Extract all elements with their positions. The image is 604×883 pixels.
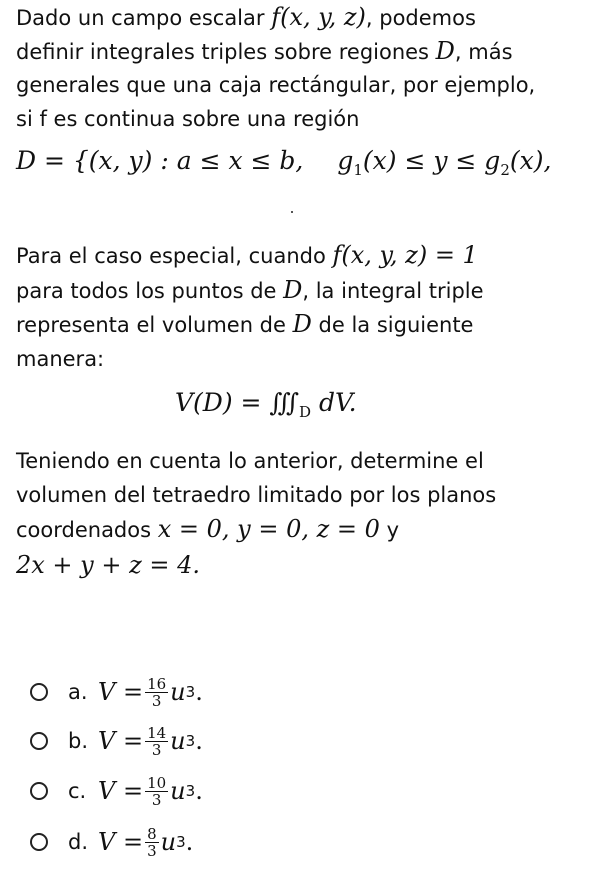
special-text: , la integral triple <box>302 279 484 303</box>
option-prefix: V = <box>98 777 144 805</box>
region-set-open: D = {(x, y) : a ≤ x ≤ b, <box>16 146 304 175</box>
radio-button[interactable] <box>30 782 48 800</box>
math-f-equals-1: f(x, y, z) = 1 <box>332 241 478 269</box>
option-d[interactable] <box>30 822 193 862</box>
intro-line-2 <box>16 34 513 69</box>
option-fraction <box>145 775 168 808</box>
option-unit: u <box>170 777 186 805</box>
math-d: D <box>283 276 303 304</box>
option-end: . <box>185 828 194 856</box>
special-line-1 <box>16 238 478 273</box>
option-unit: u <box>160 828 177 856</box>
math-d: D <box>292 310 312 338</box>
question-line-4 <box>16 548 200 583</box>
special-text: de la siguiente <box>311 313 474 337</box>
option-fraction <box>145 676 168 709</box>
question-text: y <box>379 518 400 542</box>
volume-rhs: dV. <box>311 388 357 417</box>
option-unit: u <box>170 678 186 706</box>
question-line-2: volumen del tetraedro limitado por los planos <box>16 483 497 507</box>
fraction-denominator: 3 <box>151 691 162 710</box>
option-unit: u <box>170 727 186 755</box>
option-end: . <box>195 678 203 706</box>
fraction-denominator: 3 <box>151 740 162 759</box>
special-text: Para el caso especial, cuando <box>16 244 333 268</box>
question-line-3 <box>16 512 399 547</box>
intro-text: , más <box>454 40 513 64</box>
option-prefix: V = <box>98 727 144 755</box>
option-label: c. <box>68 779 87 803</box>
volume-lhs: V(D) = ∭ <box>175 388 299 417</box>
option-exponent: 3 <box>185 782 196 800</box>
intro-line-4: si f es continua sobre una región <box>16 107 360 131</box>
option-a[interactable] <box>30 672 203 712</box>
question-line-1: Teniendo en cuenta lo anterior, determine el <box>16 449 484 473</box>
option-label: a. <box>68 680 88 704</box>
option-end: . <box>195 727 203 755</box>
stray-dot <box>291 211 293 213</box>
option-prefix: V = <box>98 828 144 856</box>
option-fraction <box>145 725 168 758</box>
fraction-numerator: 10 <box>147 773 167 792</box>
option-label: b. <box>68 729 89 753</box>
region-definition <box>16 146 551 179</box>
special-line-2 <box>16 273 484 308</box>
math-plane-equation: 2x + y + z = 4. <box>16 551 201 579</box>
special-line-4: manera: <box>16 347 105 371</box>
math-d: D <box>435 37 455 65</box>
region-g1-sub: 1 <box>353 161 363 179</box>
fraction-numerator: 16 <box>147 674 167 693</box>
fraction-numerator: 8 <box>147 824 157 843</box>
question-text: coordenados <box>16 518 158 542</box>
option-exponent: 3 <box>185 683 196 701</box>
volume-formula <box>175 388 357 421</box>
option-prefix: V = <box>98 678 144 706</box>
region-g1-arg: (x) ≤ y ≤ g <box>362 146 501 175</box>
math-f-xyz: f(x, y, z) <box>271 3 366 31</box>
radio-button[interactable] <box>30 732 48 750</box>
option-b[interactable] <box>30 721 203 761</box>
fraction-denominator: 3 <box>147 841 157 860</box>
intro-text: definir integrales triples sobre regiones <box>16 40 436 64</box>
special-text: para todos los puntos de <box>16 279 284 303</box>
intro-line-1 <box>16 0 476 35</box>
math-planes: x = 0, y = 0, z = 0 <box>157 515 380 543</box>
option-fraction <box>145 826 159 859</box>
special-text: representa el volumen de <box>16 313 293 337</box>
special-line-3 <box>16 307 473 342</box>
option-c[interactable] <box>30 771 203 811</box>
region-g2-sub: 2 <box>500 161 510 179</box>
intro-text: Dado un campo escalar <box>16 6 272 30</box>
region-g2-arg: (x), <box>509 146 552 175</box>
radio-button[interactable] <box>30 683 48 701</box>
region-g1: g <box>337 146 354 175</box>
intro-line-3: generales que una caja rectángular, por ejemplo, <box>16 73 536 97</box>
radio-button[interactable] <box>30 833 48 851</box>
intro-text: , podemos <box>365 6 476 30</box>
volume-sub: D <box>299 403 312 421</box>
fraction-numerator: 14 <box>147 723 167 742</box>
option-exponent: 3 <box>185 732 196 750</box>
fraction-denominator: 3 <box>151 790 162 809</box>
option-exponent: 3 <box>176 833 186 851</box>
option-end: . <box>195 777 203 805</box>
option-label: d. <box>68 830 89 854</box>
